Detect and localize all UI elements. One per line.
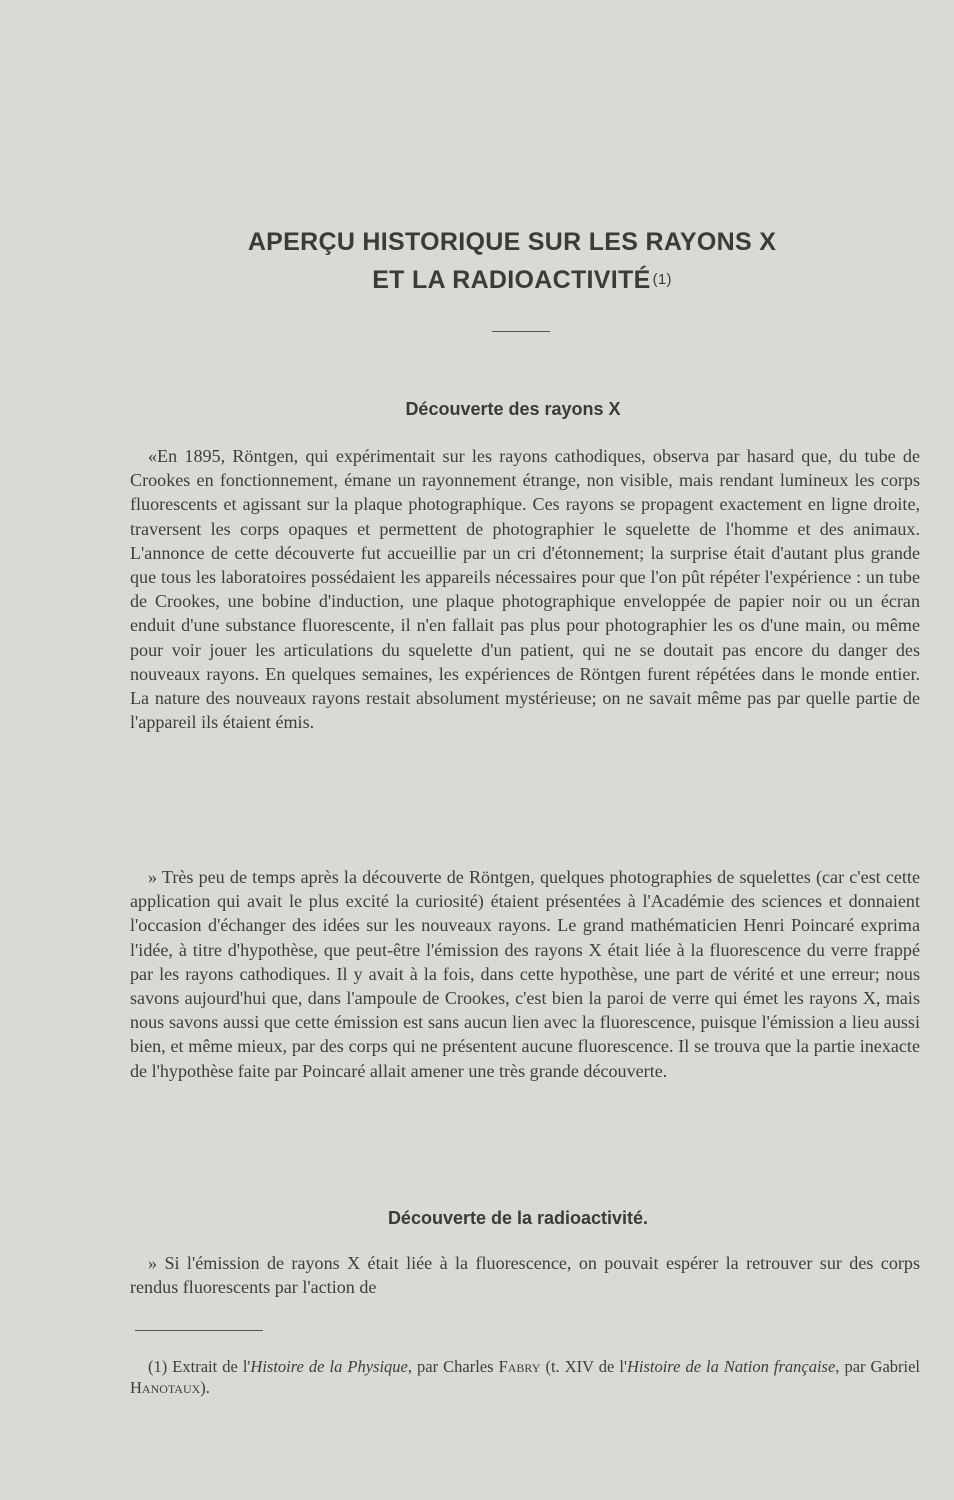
footnote-divider: [135, 1330, 263, 1331]
paragraph-1: «En 1895, Röntgen, qui expérimentait sur les rayons cathodiques, observa par hasard que, du tube de Crookes en fonctionnement, émane un rayonnement étrange, non visible, mais rendant lumineux les corps fluorescents et agissant sur la plaque photographique. Ces rayons se propagent exactement en ligne droite, traversent les corps opaques et permettent de photographier le squelette de l'homme et des animaux. L'annonce de cette découverte fut accueillie par un cri d'étonnement; la surprise était d'autant plus grande que tous les laboratoires possédaient les appareils nécessaires pour que l'on pût répéter l'expérience : un tube de Crookes, une bobine d'induction, une plaque photographique enveloppée de papier noir ou un écran enduit d'une substance fluorescente, il n'en fallait pas plus pour photographier les os d'une main, ou même pour voir jouer les articulations du squelette d'un patient, qui ne se doutait pas encore du danger des nouveaux rayons. En quelques semaines, les expériences de Röntgen furent répétées dans le monde entier. La nature des nouveaux rayons restait absolument mystérieuse; on ne savait même pas par quelle partie de l'appareil ils étaient émis.: [130, 446, 920, 733]
footnote-text-1: Extrait de l': [172, 1357, 251, 1376]
footnote-author: Fabry: [498, 1357, 541, 1376]
title-divider: [492, 331, 550, 332]
footnote-mark: (1): [148, 1357, 168, 1376]
footnote-editor: Hanotaux: [130, 1378, 201, 1397]
footnote-text-2: , par Charles: [407, 1357, 499, 1376]
section-heading-radioactivity: Découverte de la radioactivité.: [387, 1208, 649, 1228]
paragraph-3: » Si l'émission de rayons X était liée à la fluorescence, on pouvait espérer la retrouver sur des corps rendus fluorescents par l'action de: [130, 1253, 920, 1298]
title-line1-text: APERÇU HISTORIQUE SUR LES RAYONS X: [247, 228, 777, 256]
page-title-line2: [0, 266, 954, 295]
title-line2-text: ET LA RADIOACTIVITÉ: [372, 266, 651, 294]
footnote: [130, 1356, 920, 1398]
footnote-work-title: Histoire de la Physique: [250, 1357, 408, 1376]
footnote-series-title: Histoire de la Nation française: [626, 1357, 836, 1376]
title-footnote-mark: (1): [652, 271, 672, 288]
footnote-text-4: , par Gabriel: [835, 1357, 921, 1376]
footnote-text-5: ).: [200, 1378, 210, 1397]
paragraph-2: » Très peu de temps après la découverte de Röntgen, quelques photographies de squelettes (car c'est cette application qui avait le plus excité la curiosité) étaient présentées à l'Académie des sciences et donnaient l'occasion d'échanger des idées sur les nouveaux rayons. Le grand mathématicien Henri Poincaré exprima l'idée, à titre d'hypothèse, que peut-être l'émission des rayons X était liée à la fluorescence du verre frappé par les rayons cathodiques. Il y avait à la fois, dans cette hypothèse, une part de vérité et une erreur; nous savons aujourd'hui que, dans l'ampoule de Crookes, c'est bien la paroi de verre qui émet les rayons X, mais nous savons aussi que cette émission est sans aucun lien avec la fluorescence, puisque l'émission a lieu aussi bien, et même mieux, par des corps qui ne présentent aucune fluorescence. Il se trouva que la partie inexacte de l'hypothèse faite par Poincaré allait amener une très grande découverte.: [130, 867, 920, 1081]
page-title-line1: [0, 228, 954, 257]
section-heading-xrays: Découverte des rayons X: [405, 399, 621, 419]
footnote-text-3: (t. XIV de l': [540, 1357, 627, 1376]
